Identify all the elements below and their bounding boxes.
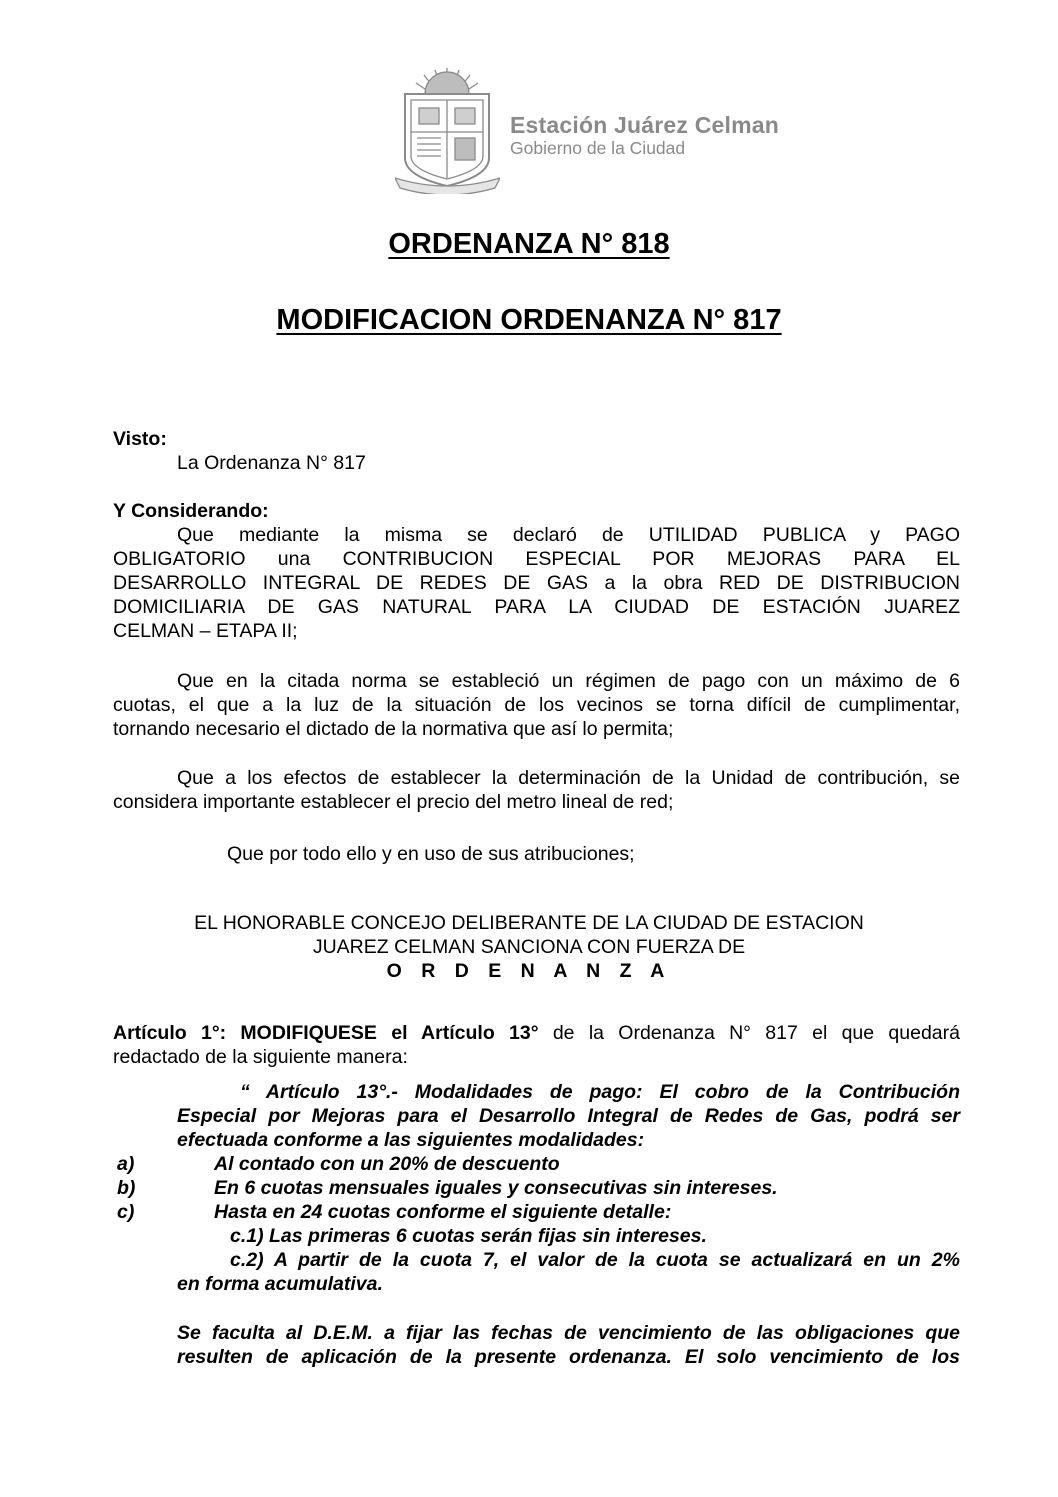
list-item-letter: a): [117, 1153, 135, 1175]
coat-of-arms-logo: [395, 66, 500, 194]
document-title: ORDENANZA N° 818: [388, 228, 670, 260]
faculta-line: Se faculta al D.E.M. a fijar las fechas de vencimiento de las obligaciones que: [177, 1322, 960, 1344]
sub-item: c.1) Las primeras 6 cuotas serán fijas sin intereses.: [230, 1225, 707, 1247]
articulo-1-label: Artículo 1°: MODIFIQUESE el Artículo 13°: [113, 1022, 539, 1044]
list-item-text: Al contado con un 20% de descuento: [214, 1153, 560, 1175]
brand-name: Estación Juárez Celman: [510, 112, 780, 138]
list-item: [117, 1201, 671, 1224]
quote-line: Especial por Mejoras para el Desarrollo Integral de Redes de Gas, podrá ser: [177, 1105, 960, 1127]
brand-subtitle: Gobierno de la Ciudad: [510, 138, 686, 158]
considerando-label: Y Considerando:: [113, 500, 269, 522]
faculta-line: resulten de aplicación de la presente ordenanza. El solo vencimiento de los: [177, 1346, 960, 1368]
paragraph-line: tornando necesario el dictado de la normativa que así lo permita;: [113, 718, 674, 740]
articulo-1-line: [113, 1022, 960, 1045]
paragraph-line: DESARROLLO INTEGRAL DE REDES DE GAS a la obra RED DE DISTRIBUCION: [113, 572, 960, 594]
paragraph-line: DOMICILIARIA DE GAS NATURAL PARA LA CIUDAD DE ESTACIÓN JUAREZ: [113, 596, 960, 618]
paragraph-line: considera importante establecer el precio del metro lineal de red;: [113, 791, 674, 813]
ordenanza-heading: O R D E N A N Z A: [386, 960, 672, 982]
sanciona-line: JUAREZ CELMAN SANCIONA CON FUERZA DE: [312, 936, 746, 958]
paragraph-line: Que en la citada norma se estableció un régimen de pago con un máximo de 6: [177, 670, 960, 692]
list-item: [117, 1177, 778, 1200]
sub-item: c.2) A partir de la cuota 7, el valor de la cuota se actualizará en un 2%: [230, 1249, 960, 1271]
quote-line: “ Artículo 13°.- Modalidades de pago: El cobro de la Contribución: [240, 1081, 960, 1103]
quote-line: efectuada conforme a las siguientes modalidades:: [177, 1129, 645, 1151]
list-item-letter: c): [117, 1201, 135, 1223]
sanciona-line: EL HONORABLE CONCEJO DELIBERANTE DE LA CIUDAD DE ESTACION: [194, 912, 864, 934]
visto-label: Visto:: [113, 428, 167, 450]
paragraph-line: OBLIGATORIO una CONTRIBUCION ESPECIAL POR MEJORAS PARA EL: [113, 548, 960, 570]
document-subtitle: MODIFICACION ORDENANZA N° 817: [276, 304, 782, 336]
articulo-1-line: redactado de la siguiente manera:: [113, 1046, 408, 1068]
paragraph-line: cuotas, el que a la luz de la situación de los vecinos se torna difícil de cumplimentar,: [113, 694, 960, 716]
visto-text: La Ordenanza N° 817: [177, 452, 366, 474]
paragraph-line: Que mediante la misma se declaró de UTILIDAD PUBLICA y PAGO: [177, 524, 960, 546]
list-item-letter: b): [117, 1177, 136, 1199]
brand-block: [510, 114, 779, 158]
list-item-text: Hasta en 24 cuotas conforme el siguiente detalle:: [214, 1201, 672, 1223]
list-item: [117, 1153, 560, 1176]
paragraph-line: Que por todo ello y en uso de sus atribuciones;: [227, 843, 635, 865]
articulo-1-text: de la Ordenanza N° 817 el que quedará: [538, 1022, 960, 1044]
paragraph-line: CELMAN – ETAPA II;: [113, 620, 298, 642]
list-item-text: En 6 cuotas mensuales iguales y consecutivas sin intereses.: [214, 1177, 778, 1199]
sub-item: en forma acumulativa.: [177, 1273, 383, 1295]
paragraph-line: Que a los efectos de establecer la determinación de la Unidad de contribución, se: [177, 767, 960, 789]
